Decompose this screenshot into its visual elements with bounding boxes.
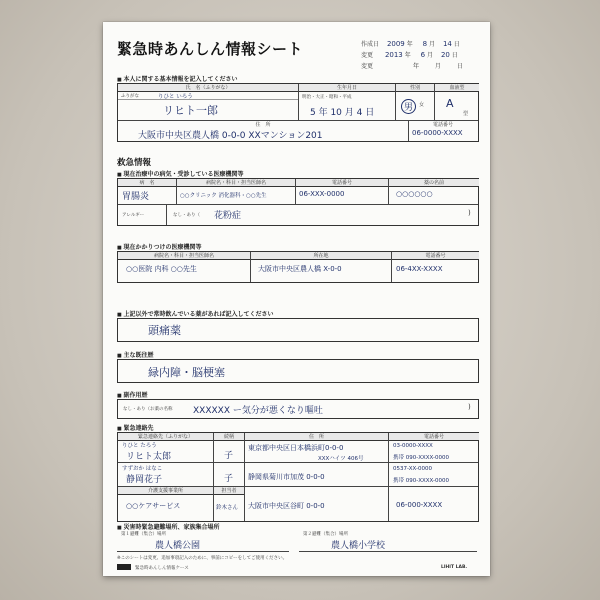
history-section: ■ 主な既往歴 (117, 350, 153, 359)
month-unit: 月 (427, 52, 434, 59)
treatment-table (117, 178, 479, 226)
c2-address: 静岡県菊川市加茂 0-0-0 (248, 473, 325, 481)
gender-female: 女 (419, 102, 425, 108)
col-phone: 電話番号 (295, 179, 388, 187)
family-doctor-section: ■ 現在かかりつけの医療機関等 (117, 242, 201, 251)
allergy-label: アレルギー (122, 213, 145, 218)
col-fd-address: 所在地 (250, 252, 391, 260)
care-phone: 06-000-XXXX (396, 501, 443, 509)
product-code-box (117, 564, 131, 570)
col-contact-address: 住 所 (244, 433, 388, 441)
fd-phone-value: 06-4XX-XXXX (396, 265, 443, 273)
side-effects-box (117, 399, 479, 419)
col-contact-phone: 電話番号 (388, 433, 479, 441)
shelter1-value: 農人橋公園 (155, 541, 201, 551)
dob-value: 5 年 10 月 4 日 (310, 108, 375, 118)
home-phone-value: 06-0000-XXXX (412, 129, 463, 137)
c1-name: リヒト太郎 (126, 452, 172, 462)
c2-name: 静岡花子 (126, 475, 163, 485)
other-meds-section: ■ 上記以外で常時飲んでいる薬があれば記入してください (117, 309, 273, 318)
day-unit: 日 (453, 41, 460, 48)
history-box (117, 359, 479, 383)
furigana-value: りひと いろう (158, 94, 193, 100)
name-value: リヒト一郎 (163, 104, 218, 117)
created-year: 2009 (386, 40, 405, 48)
name-header: 氏 名（ふりがな） (118, 84, 298, 92)
care-header: 介護支援事業所 (118, 487, 213, 495)
updated2-label: 変更 (361, 63, 374, 70)
allergy-value: 花粉症 (214, 211, 242, 221)
created-label: 作成日 (361, 41, 380, 48)
dob-header: 生年月日 (298, 84, 395, 92)
emergency-heading: 救急情報 (117, 158, 152, 168)
c1-phone1: 03-0000-XXXX (393, 443, 433, 449)
furigana-label: ふりがな (121, 94, 139, 99)
shelter2-value: 農人橋小学校 (331, 541, 386, 551)
family-doctor-table (117, 251, 479, 283)
info-sheet (103, 22, 490, 576)
month-unit: 月 (429, 41, 436, 48)
c2-phone1: 0537-XX-0000 (393, 466, 432, 472)
footer-brand: LIHIT LAB. (441, 565, 468, 570)
col-medicine: 薬の名前 (388, 179, 479, 187)
contacts-table (117, 432, 479, 522)
year-unit: 年 (412, 63, 419, 70)
blood-header: 血液型 (434, 84, 479, 92)
close-paren: ) (468, 403, 471, 411)
blood-suffix: 型 (463, 111, 469, 117)
c2-relation: 子 (224, 474, 234, 484)
gender-male-circled: 男 (401, 99, 416, 114)
contacts-section: ■ 緊急連絡先 (117, 423, 153, 432)
care-address: 大阪市中央区谷町 0-0-0 (248, 502, 325, 510)
side-effects-section: ■ 副作用歴 (117, 390, 147, 399)
treatment-section: ■ 現在治療中の病気・受診している医療機関等 (117, 169, 243, 178)
gender-male (401, 99, 416, 114)
c1-address2: XXXハイツ 406号 (318, 456, 364, 462)
side-effects-value: XXXXXX ー気分が悪くなり嘔吐 (193, 406, 323, 416)
c2-furigana: すずおか はなこ (122, 466, 163, 472)
c1-furigana: りひと たろう (122, 443, 157, 449)
col-fd-phone: 電話番号 (391, 252, 479, 260)
col-disease: 病 名 (118, 179, 176, 187)
month-unit: 月 (434, 63, 441, 70)
other-meds-value: 頭痛薬 (148, 324, 181, 337)
close-paren: ) (468, 209, 471, 217)
c1-address1: 東京都中央区日本橋浜町0-0-0 (248, 444, 344, 452)
col-contact-name: 緊急連絡先（ふりがな） (118, 433, 213, 441)
updated1-year: 2013 (384, 51, 403, 59)
era-options: 明治・大正・昭和・平成 (302, 95, 352, 100)
disease-value: 胃腸炎 (122, 192, 150, 202)
basic-info-section: ■ 本人に関する基本情報を記入してください (117, 74, 237, 83)
hospital-value: ○○クリニック 消化器科・○○先生 (180, 193, 267, 199)
address-header: 住 所 (255, 122, 271, 128)
col-relation: 続柄 (213, 433, 244, 441)
blood-value: A (446, 97, 454, 110)
updated1-month: 6 (420, 51, 426, 59)
sheet-title: 緊急時あんしん情報シート (117, 40, 304, 58)
created-month: 8 (422, 40, 428, 48)
year-unit: 年 (406, 41, 413, 48)
c1-phone2: 携帯 090-XXXX-0000 (393, 455, 450, 461)
allergy-options: なし・あり（ (173, 213, 200, 218)
col-hospital: 病院名・科目・担当医師名 (176, 179, 295, 187)
basic-info-table (117, 83, 479, 142)
gender-header: 性別 (395, 84, 434, 92)
disaster-section: ■ 災害時緊急避難場所、家族集合場所 (117, 522, 219, 531)
day-unit: 日 (451, 52, 458, 59)
c2-phone2: 携帯 090-XXXX-0000 (393, 478, 450, 484)
history-value: 緑内障・脳梗塞 (148, 366, 225, 379)
updated1-label: 変更 (361, 52, 374, 59)
fd-hospital-value: ○○医院 内科 ○○先生 (126, 265, 197, 273)
care-name: ○○ケアサービス (126, 502, 181, 510)
side-effects-options: なし・あり（お薬の名称 (123, 407, 173, 412)
shelter2-label: 第２避難（集合）場所 (303, 532, 348, 537)
care-person: 鈴木さん (216, 505, 239, 511)
date-block (361, 39, 463, 72)
updated1-day: 20 (440, 51, 450, 59)
care-person-header: 担当者 (214, 487, 244, 495)
created-day: 14 (442, 40, 452, 48)
footer-note-text: このシートは変更、追加事項記入のために、事前にコピーをしてご使用ください。 (120, 556, 288, 561)
shelter1-label: 第１避難（集合）場所 (121, 532, 166, 537)
fd-address-value: 大阪市中央区農人橋 X-0-0 (258, 265, 342, 273)
c1-relation: 子 (224, 451, 234, 461)
year-unit: 年 (404, 52, 411, 59)
footer-note: ※このシートは変更、追加事項記入のために、事前にコピーをしてご使用ください。 (117, 556, 288, 561)
footer-product: 緊急時あんしん情報ケース (135, 566, 189, 571)
phone-header: 電話番号 (432, 122, 453, 128)
medicine-value: ○○○○○○ (396, 190, 433, 198)
col-fd-hospital: 病院名・科目・担当医師名 (118, 252, 250, 260)
treatment-phone-value: 06-XXX-0000 (299, 190, 345, 198)
other-meds-box (117, 318, 479, 342)
address-value: 大阪市中央区農人橋 0-0-0 XXマンション201 (138, 131, 323, 141)
day-unit: 日 (456, 63, 463, 70)
